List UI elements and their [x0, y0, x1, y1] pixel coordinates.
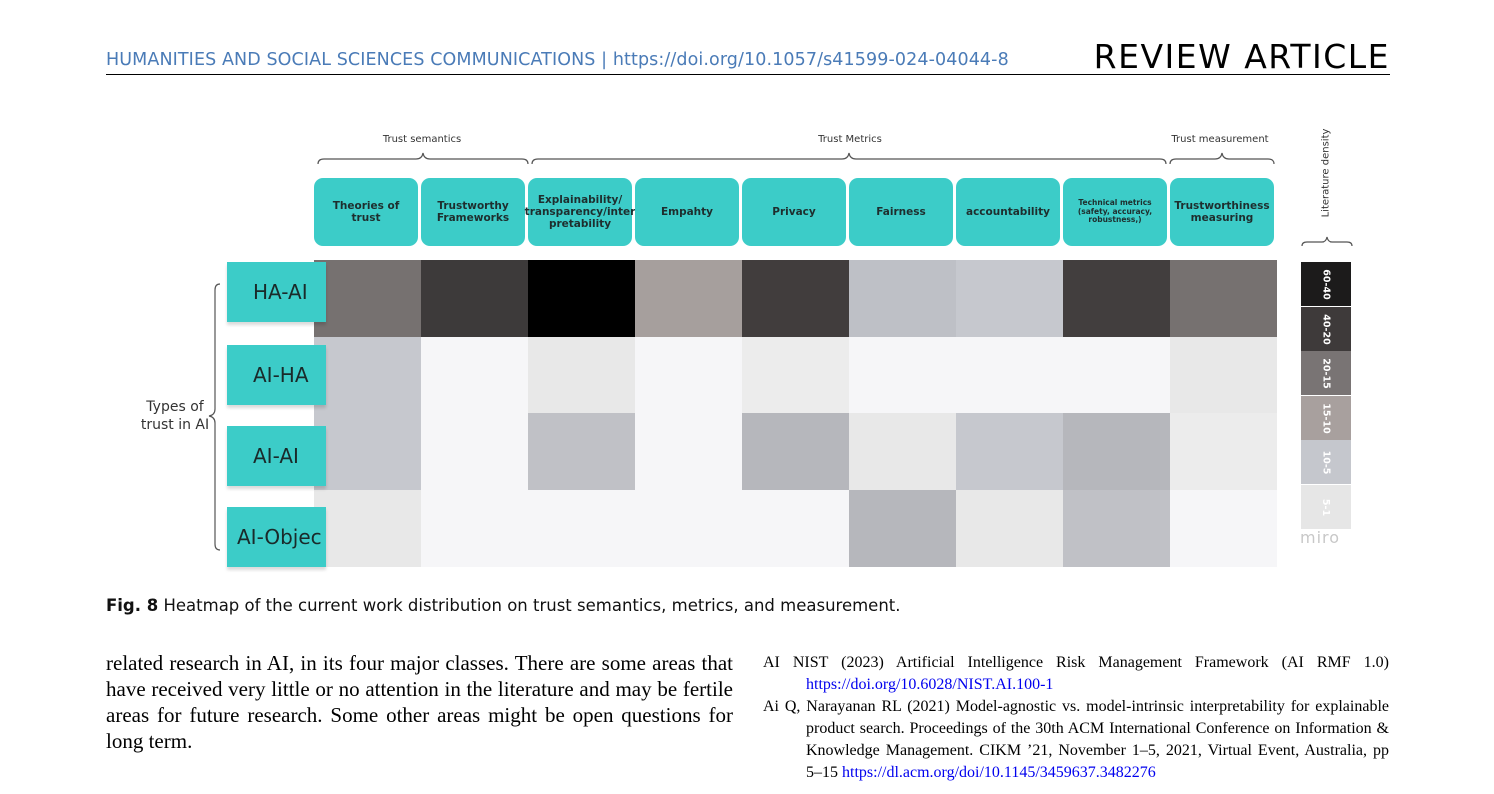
miro-watermark: miro — [1300, 528, 1341, 547]
journal-name: HUMANITIES AND SOCIAL SCIENCES COMMUNICATIONS — [106, 50, 596, 70]
heatmap-cell — [956, 413, 1063, 490]
heatmap-cell — [849, 337, 956, 414]
brace-trust-semantics — [316, 150, 530, 166]
row-label-ai-ha: AI-HA — [253, 363, 309, 387]
legend-title: Literature density — [1320, 128, 1332, 218]
figure-caption — [106, 596, 901, 615]
legend-label: 15-10 — [1320, 402, 1332, 434]
row-header-ai-ha — [227, 345, 326, 405]
heatmap-cell — [314, 490, 421, 567]
heatmap-cell — [1063, 413, 1170, 490]
heatmap-cell — [956, 490, 1063, 567]
heatmap-cell — [1170, 337, 1277, 414]
heatmap-cell — [528, 337, 635, 414]
col-header-fairness: Fairness — [849, 178, 953, 246]
heatmap-cell — [314, 413, 421, 490]
group-label-trust-measurement: Trust measurement — [1171, 134, 1269, 145]
col-header-trustworthy-frameworks: Trustworthy Frameworks — [421, 178, 525, 246]
legend-swatch — [1301, 307, 1351, 351]
heatmap-cell — [635, 337, 742, 414]
heatmap-cell — [635, 260, 742, 337]
legend-label: 10-5 — [1320, 450, 1332, 474]
heatmap-cell — [742, 490, 849, 567]
heatmap-cell — [956, 260, 1063, 337]
heatmap-cell — [421, 490, 528, 567]
reference-text: Ai Q, Narayanan RL (2021) Model-agnostic vs. model-intrinsic interpretability for explainable product search. Proceedings of the 30th ACM International Conference on Information & Knowledge Management. CIKM ’21, November 1–5, 2021, Virtual Event, Australia, pp 5–15 — [763, 698, 1389, 781]
reference-item — [763, 652, 1389, 696]
legend-swatch — [1301, 351, 1351, 395]
row-header-ai-ai — [227, 426, 326, 486]
brace-trust-measurement — [1168, 150, 1276, 166]
heatmap-cell — [742, 260, 849, 337]
heatmap-cell — [1170, 413, 1277, 490]
heatmap-cell — [528, 413, 635, 490]
col-header-technical-metrics: Technical metrics (safety, accuracy, robustness,) — [1063, 178, 1167, 246]
heatmap-cell — [1063, 337, 1170, 414]
heatmap-cell — [742, 413, 849, 490]
page-header — [106, 36, 1390, 75]
doi-link[interactable]: https://doi.org/10.1057/s41599-024-04044-8 — [612, 50, 1009, 70]
heatmap-cell — [1063, 260, 1170, 337]
legend-brace — [1300, 234, 1354, 248]
row-header-ha-ai — [227, 262, 326, 322]
heatmap-cell — [956, 337, 1063, 414]
heatmap-cell — [528, 260, 635, 337]
col-header-explainability: Explainability/ transparency/inter pretability — [528, 178, 632, 246]
brace-trust-metrics — [530, 150, 1168, 166]
heatmap-cell — [1170, 490, 1277, 567]
group-label-trust-metrics: Trust Metrics — [818, 134, 882, 145]
legend-label: 40-20 — [1320, 313, 1332, 345]
reference-text: AI NIST (2023) Artificial Intelligence Risk Management Framework (AI RMF 1.0) — [763, 654, 1389, 671]
col-header-privacy: Privacy — [742, 178, 846, 246]
heatmap-cell — [1063, 490, 1170, 567]
col-header-accountability: accountability — [956, 178, 1060, 246]
heatmap-cell — [314, 337, 421, 414]
heatmap-cell — [314, 260, 421, 337]
article-type: REVIEW ARTICLE — [1093, 37, 1390, 76]
heatmap-cell — [635, 490, 742, 567]
header-separator: | — [595, 50, 613, 70]
col-header-theories-of-trust: Theories of trust — [314, 178, 418, 246]
heatmap-cell — [421, 413, 528, 490]
heatmap-cell — [421, 337, 528, 414]
heatmap-cell — [421, 260, 528, 337]
heatmap-cell — [849, 490, 956, 567]
caption-text: Heatmap of the current work distribution on trust semantics, metrics, and measurement. — [158, 596, 901, 615]
legend-swatch — [1301, 396, 1351, 440]
reference-item — [763, 696, 1389, 784]
legend-swatch — [1301, 262, 1351, 306]
caption-label: Fig. 8 — [106, 596, 159, 615]
row-group-label: Types of trust in AI — [140, 399, 210, 434]
col-header-trustworthiness-measuring: Trustworthiness measuring — [1170, 178, 1274, 246]
legend-label: 5-1 — [1320, 498, 1332, 516]
legend-swatch — [1301, 440, 1351, 484]
body-paragraph: related research in AI, in its four major classes. There are some areas that have received very little or no attention in the literature and may be fertile areas for future research. Some other areas might be open questions for long term. — [106, 651, 733, 753]
heatmap-cell — [742, 337, 849, 414]
group-label-trust-semantics: Trust semantics — [382, 134, 462, 145]
heatmap-cell — [635, 413, 742, 490]
legend-swatch — [1301, 485, 1351, 529]
row-label-ai-ai: AI-AI — [253, 444, 299, 468]
heatmap-cell — [528, 490, 635, 567]
heatmap-cell — [849, 260, 956, 337]
heatmap-cell — [1170, 260, 1277, 337]
reference-link[interactable]: https://doi.org/10.6028/NIST.AI.100-1 — [806, 676, 1054, 693]
journal-line — [106, 50, 1009, 70]
row-header-ai-object — [227, 507, 326, 567]
row-label-ha-ai: HA-AI — [253, 280, 308, 304]
heatmap-cell — [849, 413, 956, 490]
reference-list — [763, 652, 1389, 794]
col-header-empathy: Empahty — [635, 178, 739, 246]
row-label-ai-object: AI-Objec — [237, 525, 322, 549]
legend-label: 20-15 — [1320, 357, 1332, 389]
reference-link[interactable]: https://dl.acm.org/doi/10.1145/3459637.3482276 — [842, 764, 1156, 781]
legend-label: 60-40 — [1320, 268, 1332, 300]
